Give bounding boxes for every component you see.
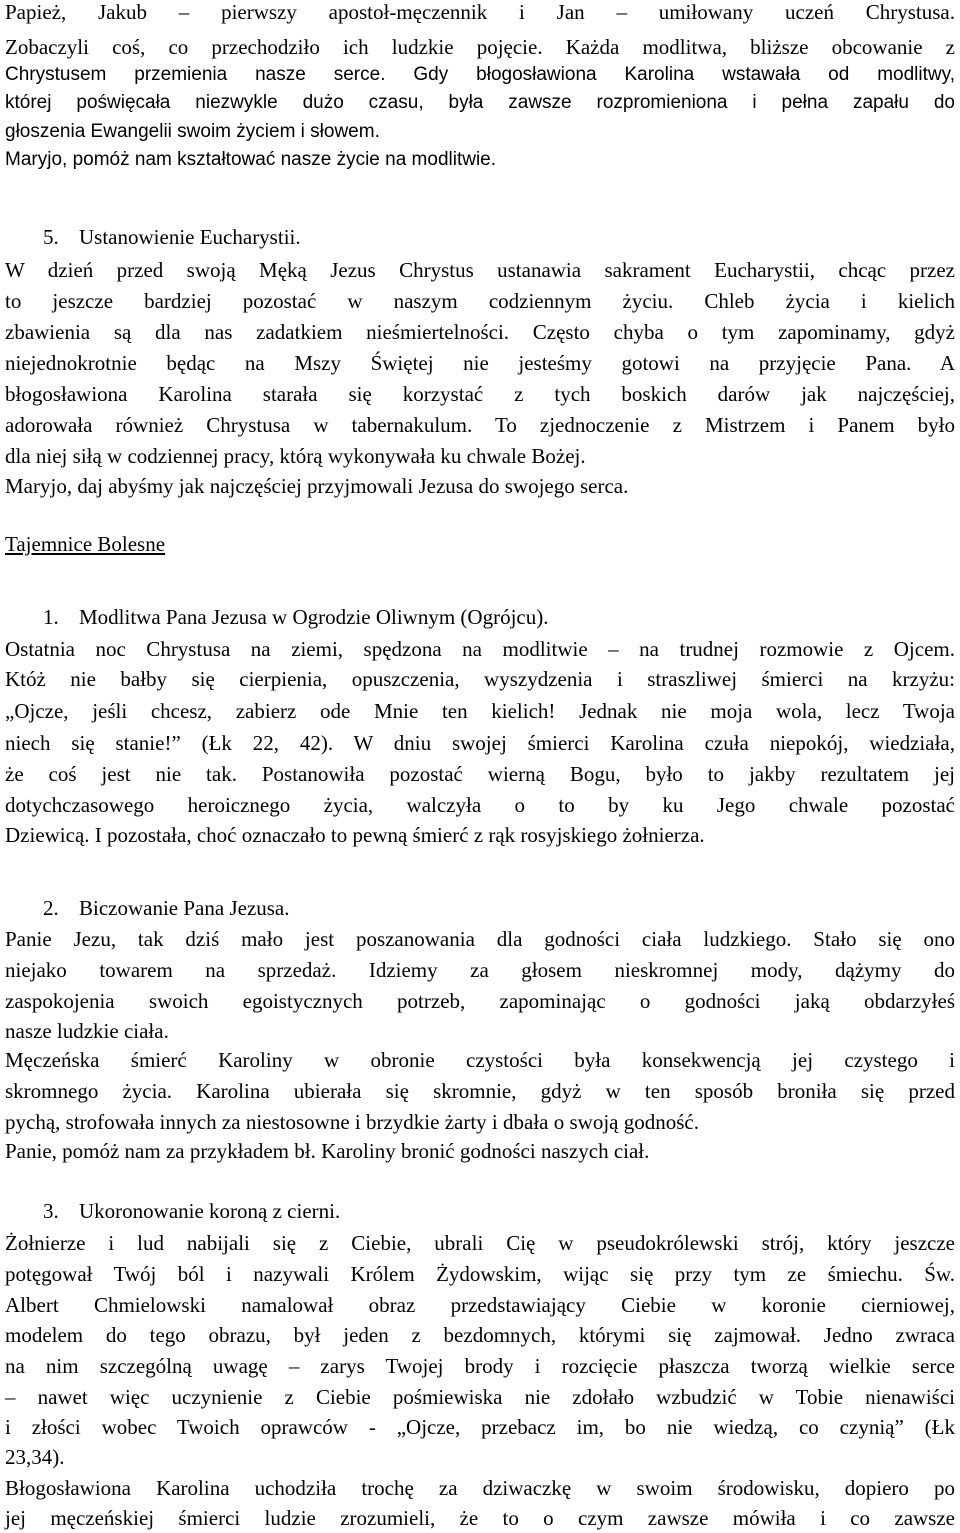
list-number: 2. xyxy=(43,896,59,920)
mystery-title: Ukoronowanie koroną z cierni. xyxy=(79,1199,341,1223)
paragraph-line: adorowała również Chrystusa w tabernakulum. To zjednoczenie z Mistrzem i Panem było xyxy=(5,413,955,437)
paragraph-line: Błogosławiona Karolina uchodziła trochę za dziwaczkę w swoim środowisku, dopiero po xyxy=(5,1476,955,1500)
paragraph-line: błogosławiona Karolina starała się korzystać z tych boskich darów jak najczęściej, xyxy=(5,382,955,406)
paragraph-line: Ostatnia noc Chrystusa na ziemi, spędzona na modlitwie – na trudnej rozmowie z Ojcem. xyxy=(5,637,955,661)
paragraph-line: Męczeńska śmierć Karoliny w obronie czystości była konsekwencją jej czystego i xyxy=(5,1048,955,1072)
paragraph-line: modelem do tego obrazu, był jeden z bezdomnych, którymi się zajmował. Jedno zwraca xyxy=(5,1323,955,1347)
paragraph-line: głoszenia Ewangelii swoim życiem i słowem. xyxy=(5,121,380,142)
paragraph-line: dotychczasowego heroicznego życia, walczyła o to by ku Jego chwale pozostać xyxy=(5,793,955,817)
paragraph-line: Żołnierze i lud nabijali się z Ciebie, ubrali Cię w pseudokrólewski strój, który jeszcze xyxy=(5,1231,955,1255)
section-heading: Tajemnice Bolesne xyxy=(5,532,166,556)
paragraph-line: i złości wobec Twoich oprawców - „Ojcze, przebacz im, bo nie wiedzą, co czynią” (Łk xyxy=(5,1415,955,1439)
paragraph-line: „Ojcze, jeśli chcesz, zabierz ode Mnie ten kielich! Jednak nie moja wola, lecz Twoja xyxy=(5,699,955,723)
paragraph-line: niejako towarem na sprzedaż. Idziemy za głosem nieskromnej mody, dążymy do xyxy=(5,958,955,982)
paragraph-line: Zobaczyli coś, co przechodziło ich ludzkie pojęcie. Każda modlitwa, bliższe obcowanie z xyxy=(5,35,955,59)
mystery-title: Ustanowienie Eucharystii. xyxy=(79,225,301,249)
paragraph-line: zaspokojenia swoich egoistycznych potrzeb, zapominając o godności jaką obdarzyłeś xyxy=(5,989,955,1013)
paragraph-line: zbawienia są dla nas zadatkiem nieśmiertelności. Często chyba o tym zapominamy, gdyż xyxy=(5,320,955,344)
paragraph-line: Panie Jezu, tak dziś mało jest poszanowania dla godności ciała ludzkiego. Stało się ono xyxy=(5,927,955,951)
paragraph-line: Chrystusem przemienia nasze serce. Gdy błogosławiona Karolina wstawała od modlitwy, xyxy=(5,64,955,85)
list-number: 3. xyxy=(43,1199,59,1223)
paragraph-line: Albert Chmielowski namalował obraz przedstawiający Ciebie w koronie cierniowej, xyxy=(5,1293,955,1317)
paragraph-line: dla niej siłą w codziennej pracy, którą wykonywała ku chwale Bożej. xyxy=(5,444,586,468)
paragraph-line: na nim szczególną uwagę – zarys Twojej brody i rozcięcie płaszcza tworzą wielkie serce xyxy=(5,1354,955,1378)
paragraph-line: W dzień przed swoją Męką Jezus Chrystus ustanawia sakrament Eucharystii, chcąc przez xyxy=(5,258,955,282)
paragraph-line: Dziewicą. I pozostała, choć oznaczało to pewną śmierć z rąk rosyjskiego żołnierza. xyxy=(5,823,705,847)
paragraph-line: jej męczeńskiej śmierci ludzie zrozumieli, że to o czym zawsze mówiła i co zawsze xyxy=(5,1506,955,1530)
mystery-heading-3 xyxy=(5,1197,340,1225)
paragraph-line: że coś jest nie tak. Postanowiła pozostać wierną Bogu, było to jakby rezultatem jej xyxy=(5,762,955,786)
paragraph-line: Któż nie bałby się cierpienia, opuszczenia, wyszydzenia i straszliwej śmierci na krzyżu: xyxy=(5,667,955,691)
paragraph-line: to jeszcze bardziej pozostać w naszym codziennym życiu. Chleb życia i kielich xyxy=(5,289,955,313)
paragraph-line: skromnego życia. Karolina ubierała się skromnie, gdyż w ten sposób broniła się przed xyxy=(5,1079,955,1103)
prayer-line: Maryjo, daj abyśmy jak najczęściej przyjmowali Jezusa do swojego serca. xyxy=(5,474,629,498)
paragraph-line: niejednokrotnie będąc na Mszy Świętej nie jesteśmy gotowi na przyjęcie Pana. A xyxy=(5,351,955,375)
mystery-title: Biczowanie Pana Jezusa. xyxy=(79,896,290,920)
mystery-heading-2 xyxy=(5,894,290,922)
paragraph-line: niech się stanie!” (Łk 22, 42). W dniu swojej śmierci Karolina czuła niepokój, wiedziała, xyxy=(5,731,955,755)
prayer-line: Panie, pomóż nam za przykładem bł. Karoliny bronić godności naszych ciał. xyxy=(5,1139,650,1163)
paragraph-line: potęgował Twój ból i nazywali Królem Żydowskim, wijąc się przy tym ze śmiechu. Św. xyxy=(5,1262,955,1286)
paragraph-line: – nawet więc uczynienie z Ciebie pośmiewiska nie zdołało wzbudzić w Tobie nienawiści xyxy=(5,1385,955,1409)
mystery-heading-1 xyxy=(5,603,548,631)
mystery-title: Modlitwa Pana Jezusa w Ogrodzie Oliwnym (Ogrójcu). xyxy=(79,605,549,629)
list-number: 1. xyxy=(43,605,59,629)
list-number: 5. xyxy=(43,225,59,249)
mystery-heading-5 xyxy=(5,223,301,251)
paragraph-line: pychą, strofowała innych za niestosowne i brzydkie żarty i dbała o swoją godność. xyxy=(5,1110,699,1134)
paragraph-line: 23,34). xyxy=(5,1445,65,1469)
paragraph-line: której poświęcała niezwykle dużo czasu, była zawsze rozpromieniona i pełna zapału do xyxy=(5,92,955,113)
paragraph-line: Papież, Jakub – pierwszy apostoł-męczennik i Jan – umiłowany uczeń Chrystusa. xyxy=(5,0,955,24)
prayer-line: Maryjo, pomóż nam kształtować nasze życie na modlitwie. xyxy=(5,149,497,170)
paragraph-line: nasze ludzkie ciała. xyxy=(5,1019,169,1043)
